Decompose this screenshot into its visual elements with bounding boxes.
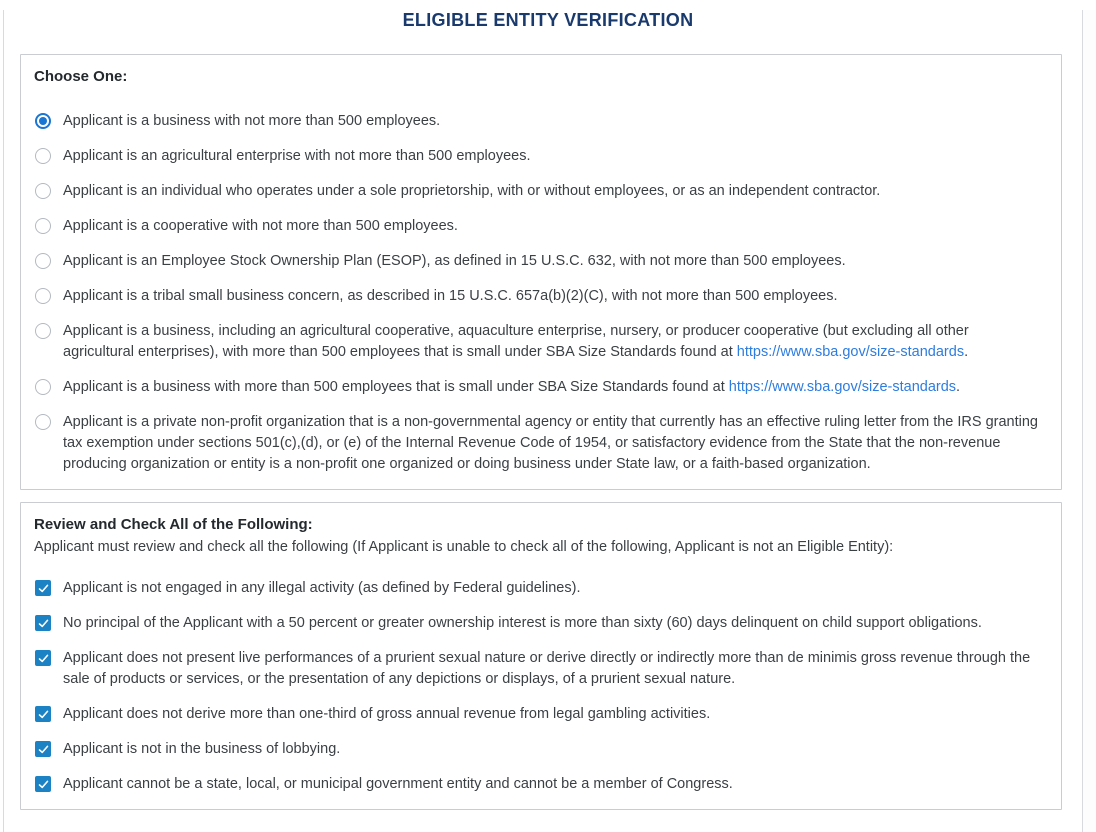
- checkbox-label: [63, 704, 710, 725]
- scrollbar-track[interactable]: [1082, 10, 1096, 832]
- checkbox-label: [63, 774, 733, 795]
- checkbox-label: [63, 613, 982, 634]
- radio-option-text: Applicant is a private non-profit organization that is a non-governmental agency or entity that currently has an effective ruling letter from the IRS granting tax exemption under sections 501(c),(d), or (e) of the Internal Revenue Code of 1954, or satisfactory evidence from the State that the non-revenue producing organization or entity is a non-profit one organized or doing business under State law, or a faith-based organization.: [63, 414, 1038, 472]
- check-icon: [38, 709, 49, 720]
- checkbox-row: [34, 613, 1041, 634]
- radio-option-row: [34, 111, 1041, 132]
- checkbox-text: Applicant cannot be a state, local, or municipal government entity and cannot be a member of Congress.: [63, 776, 733, 792]
- checkbox-row: [34, 648, 1041, 690]
- radio-button[interactable]: [35, 113, 51, 129]
- radio-button[interactable]: [35, 148, 51, 164]
- checkbox[interactable]: [35, 741, 51, 757]
- radio-option-row: [34, 321, 1041, 363]
- checkbox-label: [63, 648, 1041, 690]
- radio-option-text: Applicant is a tribal small business concern, as described in 15 U.S.C. 657a(b)(2)(C), with not more than 500 employees.: [63, 288, 838, 304]
- radio-option-label: [63, 146, 530, 167]
- checkbox[interactable]: [35, 776, 51, 792]
- checkbox-text: Applicant is not engaged in any illegal activity (as defined by Federal guidelines).: [63, 580, 581, 596]
- radio-option-suffix: .: [964, 344, 969, 360]
- radio-option-label: [63, 181, 880, 202]
- radio-option-text: Applicant is a business with not more than 500 employees.: [63, 113, 441, 129]
- radio-option-suffix: .: [956, 379, 961, 395]
- radio-option-text: Applicant is a cooperative with not more than 500 employees.: [63, 218, 458, 234]
- checkbox-label: [63, 739, 340, 760]
- radio-option-text: Applicant is an agricultural enterprise with not more than 500 employees.: [63, 148, 531, 164]
- radio-option-label: [63, 377, 960, 398]
- checkbox-text: Applicant does not derive more than one-third of gross annual revenue from legal gambling activities.: [63, 706, 711, 722]
- radio-option-label: [63, 321, 1041, 363]
- review-section: [20, 502, 1062, 810]
- review-heading: Review and Check All of the Following:: [34, 516, 313, 533]
- sba-size-standards-link[interactable]: https://www.sba.gov/size-standards: [736, 344, 965, 360]
- checkbox-row: [34, 739, 1041, 760]
- review-instruction: Applicant must review and check all the following (If Applicant is unable to check all of the following, Applicant is not an Eligible Entity):: [34, 539, 894, 555]
- radio-option-text: Applicant is an individual who operates under a sole proprietorship, with or without employees, or as an independent contractor.: [63, 183, 881, 199]
- page-left-border: [3, 10, 4, 832]
- check-icon: [38, 618, 49, 629]
- check-icon: [38, 779, 49, 790]
- radio-option-row: [34, 251, 1041, 272]
- radio-option-row: [34, 181, 1041, 202]
- checkbox-row: [34, 704, 1041, 725]
- checkbox[interactable]: [35, 615, 51, 631]
- radio-button[interactable]: [35, 218, 51, 234]
- radio-option-label: [63, 111, 440, 132]
- check-icon: [38, 653, 49, 664]
- checkbox-row: [34, 578, 1041, 599]
- radio-button[interactable]: [35, 183, 51, 199]
- radio-option-label: [63, 216, 458, 237]
- choose-one-list: [34, 111, 1041, 475]
- radio-option-label: [63, 251, 846, 272]
- radio-button[interactable]: [35, 414, 51, 430]
- page-title: ELIGIBLE ENTITY VERIFICATION: [402, 10, 694, 30]
- radio-button[interactable]: [35, 253, 51, 269]
- checkbox-text: Applicant is not in the business of lobbying.: [63, 741, 341, 757]
- radio-option-label: [63, 286, 838, 307]
- radio-option-row: [34, 377, 1041, 398]
- choose-one-section: [20, 54, 1062, 490]
- radio-option-row: [34, 216, 1041, 237]
- radio-option-text: Applicant is an Employee Stock Ownership Plan (ESOP), as defined in 15 U.S.C. 632, with not more than 500 employees.: [63, 253, 846, 269]
- check-icon: [38, 744, 49, 755]
- check-icon: [38, 583, 49, 594]
- radio-option-row: [34, 146, 1041, 167]
- checkbox[interactable]: [35, 580, 51, 596]
- radio-option-text: Applicant is a business, including an agricultural cooperative, aquaculture enterprise, nursery, or producer cooperative (but excluding all other agricultural enterprises), with more than 500 employees that is small under SBA Size Standards found at: [63, 323, 969, 360]
- checkbox[interactable]: [35, 706, 51, 722]
- review-check-list: [34, 578, 1041, 795]
- radio-option-row: [34, 286, 1041, 307]
- checkbox-row: [34, 774, 1041, 795]
- checkbox-text: Applicant does not present live performances of a prurient sexual nature or derive directly or indirectly more than de minimis gross revenue through the sale of products or services, or the presentation of any depictions or displays, of a prurient sexual nature.: [63, 650, 1031, 687]
- radio-option-label: [63, 412, 1041, 475]
- radio-option-row: [34, 412, 1041, 475]
- radio-button[interactable]: [35, 379, 51, 395]
- choose-one-heading: Choose One:: [34, 68, 128, 85]
- checkbox-label: [63, 578, 580, 599]
- checkbox-text: No principal of the Applicant with a 50 percent or greater ownership interest is more than sixty (60) days delinquent on child support obligations.: [63, 615, 982, 631]
- radio-button[interactable]: [35, 323, 51, 339]
- radio-option-text: Applicant is a business with more than 500 employees that is small under SBA Size Standards found at: [63, 379, 729, 395]
- checkbox[interactable]: [35, 650, 51, 666]
- sba-size-standards-link[interactable]: https://www.sba.gov/size-standards: [728, 379, 957, 395]
- radio-button[interactable]: [35, 288, 51, 304]
